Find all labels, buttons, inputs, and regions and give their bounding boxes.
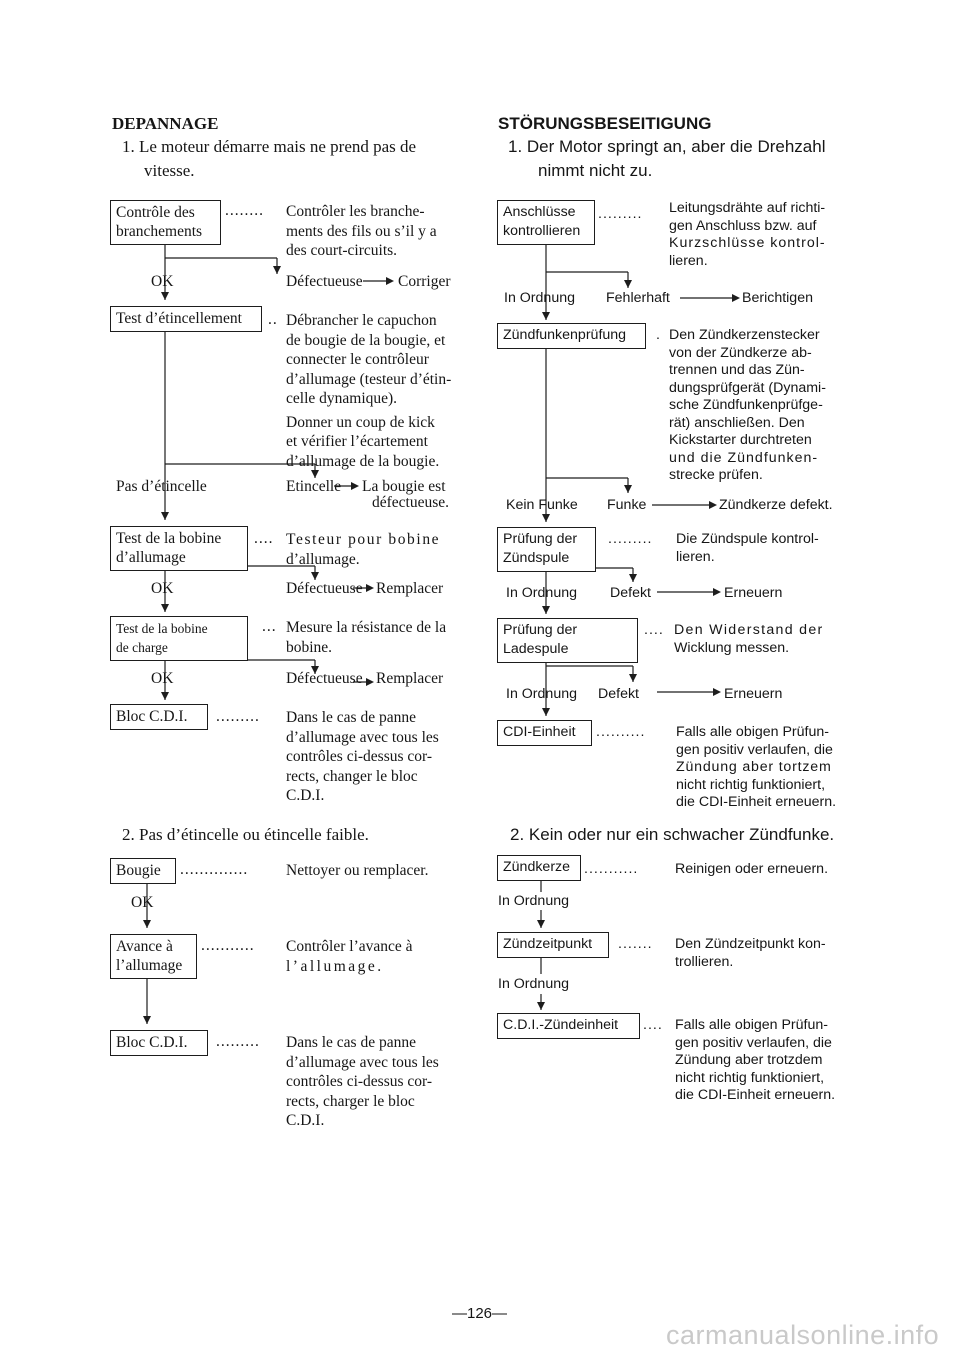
fr-step-desc: [286, 937, 462, 976]
desc-line: rects, changer le bloc: [286, 767, 418, 785]
desc-line: et vérifier l’écartement: [286, 433, 428, 450]
fr-leader-dots: ........: [225, 202, 264, 219]
desc-line: d’allumage de la bougie.: [286, 452, 440, 470]
fr-replace-label: Remplacer: [376, 670, 444, 687]
fr-leader-dots: .........: [216, 1033, 260, 1050]
desc-line: lieren.: [669, 252, 708, 269]
de-step-desc: [669, 327, 847, 485]
desc-line: Contrôler les branche-: [286, 203, 425, 220]
desc-line: Donner un coup de kick: [286, 413, 435, 431]
de-step-box-text: CDI-Einheit: [503, 724, 576, 740]
fr-section1-heading-line1: 1. Le moteur démarre mais ne prend pas de: [122, 137, 417, 156]
de-defect-label: Fehlerhaft: [606, 290, 670, 306]
fr-step-desc: [286, 708, 462, 806]
fr-plug-bad-line1: La bougie est: [362, 478, 446, 495]
fr-ok-label: OK: [151, 273, 174, 290]
de-step-box-text: Prüfung der: [503, 622, 578, 638]
de-title: STÖRUNGSBESEITIGUNG: [498, 114, 712, 133]
desc-line: nicht richtig funktioniert,: [676, 776, 826, 793]
fr-leader-dots: ..: [268, 311, 278, 328]
de-step-desc: [675, 1017, 851, 1105]
de-step-box-text: Prüfung der: [503, 531, 578, 547]
desc-line: Den Zündzeitpunkt kon-: [675, 936, 826, 952]
desc-line: Zündung aber trotzdem: [675, 1052, 823, 1068]
de-section2-heading: 2. Kein oder nur ein schwacher Zündfunke.: [510, 825, 835, 844]
fr-step-desc: [286, 861, 428, 881]
de-leader-dots: ..........: [596, 724, 646, 740]
de-ok-label: In Ordnung: [506, 585, 577, 601]
desc-line: C.D.I.: [286, 787, 325, 804]
de-step-box-text: Ladespule: [503, 641, 569, 657]
de-step-box-zuendkerze: [497, 855, 581, 881]
desc-line: Reinigen oder erneuern.: [675, 861, 829, 877]
de-step-desc: [669, 200, 847, 270]
de-step-box-zuendfunkenpruefung: [497, 323, 646, 349]
de-step-desc: [675, 936, 851, 971]
fr-step-box-branchements: [110, 200, 221, 245]
desc-line: die CDI-Einheit erneuern.: [675, 1087, 836, 1103]
fr-step-box-bougie: [110, 858, 176, 884]
desc-line: Débrancher le capuchon: [286, 312, 437, 329]
fr-step-box-text: Avance à: [116, 938, 173, 955]
desc-line: Kurzschlüsse kontrol-: [669, 235, 826, 251]
de-section1-heading-line1: 1. Der Motor springt an, aber die Drehzahl: [508, 137, 826, 156]
desc-line: Falls alle obigen Prüfun-: [675, 1017, 828, 1033]
desc-line: Contrôler l’avance à: [286, 938, 413, 955]
desc-line: gen positiv verlaufen, die: [675, 1034, 832, 1051]
de-defect-label: Defekt: [610, 585, 652, 601]
desc-line: trollieren.: [675, 953, 734, 970]
desc-line: und die Zündfunken-: [669, 449, 819, 466]
desc-line: nicht richtig funktioniert,: [675, 1069, 825, 1086]
fr-replace-label: Remplacer: [376, 580, 444, 597]
desc-line: Leitungsdrähte auf richti-: [669, 200, 826, 216]
fr-defect-label: Défectueuse: [286, 273, 363, 290]
de-step-box-zuendzeitpunkt: [497, 932, 609, 958]
desc-line: C.D.I.: [286, 1112, 325, 1129]
de-step-box-cdi-zuendeinheit: [497, 1013, 640, 1039]
fr-step-box-text: Test de la bobine: [116, 621, 208, 636]
desc-line: Zündung aber tortzem: [676, 759, 832, 775]
de-leader-dots: ....: [643, 1017, 663, 1033]
de-no-spark-label: Kein Funke: [506, 497, 578, 513]
fr-step-box-text: Test de la bobine: [116, 530, 222, 547]
fr-step-box-text: branchements: [116, 223, 203, 240]
desc-line: d’allumage (testeur d’étin-: [286, 370, 452, 388]
fr-leader-dots: ...........: [201, 937, 255, 954]
desc-line: gen Anschluss bzw. auf: [669, 217, 817, 234]
de-ok-label: In Ordnung: [504, 290, 575, 306]
desc-line: strecke prüfen.: [669, 467, 763, 483]
desc-line: von der Zündkerze ab-: [669, 344, 812, 361]
de-section1-heading-line2: nimmt nicht zu.: [538, 161, 653, 180]
fr-step-box-etincellement: [110, 306, 262, 332]
desc-line: trennen und das Zün-: [669, 362, 805, 378]
desc-line: d’allumage.: [286, 550, 360, 568]
de-step-box-anschluesse: [497, 200, 595, 245]
de-leader-dots: ...........: [584, 861, 639, 877]
fr-ok-label: OK: [131, 894, 154, 911]
desc-line: rät) anschließen. Den: [669, 414, 805, 431]
de-step-desc: [676, 531, 847, 566]
de-step-box-cdi: [497, 720, 592, 746]
fr-section2-heading: 2. Pas d’étincelle ou étincelle faible.: [122, 825, 369, 844]
desc-line: die CDI-Einheit erneuern.: [676, 794, 837, 810]
fr-step-desc: [286, 1033, 462, 1131]
de-ok-label: In Ordnung: [506, 686, 577, 702]
fr-step-box-bobine-charge: [110, 616, 248, 661]
de-plug-bad-label: Zündkerze defekt.: [719, 497, 833, 513]
fr-step-box-text: d’allumage: [116, 549, 186, 566]
fr-step-box-text: Test d’étincellement: [116, 310, 242, 327]
desc-line: contrôles ci-dessus cor-: [286, 748, 433, 765]
desc-line: contrôles ci-dessus cor-: [286, 1073, 433, 1090]
desc-line: Mesure la résistance de la: [286, 619, 447, 636]
desc-line: gen positiv verlaufen, die: [676, 741, 833, 758]
fr-step-desc: [286, 202, 462, 261]
fr-section1-heading-line2: vitesse.: [144, 161, 195, 180]
de-step-desc: [675, 861, 828, 879]
fr-step-box-avance: [110, 934, 197, 979]
fr-fix-label: Corriger: [398, 273, 451, 290]
de-leader-dots: .........: [598, 206, 643, 222]
fr-leader-dots: ..............: [180, 861, 249, 878]
desc-line: rects, charger le bloc: [286, 1092, 415, 1110]
fr-spark-label: Etincelle: [286, 478, 342, 495]
de-step-box-ladespule: [497, 618, 638, 663]
watermark-text: carmanualsonline.info: [666, 1320, 940, 1350]
desc-line: Nettoyer ou remplacer.: [286, 862, 429, 879]
desc-line: de bougie de la bougie, et: [286, 331, 446, 349]
fr-step-box-text: Bloc C.D.I.: [116, 1034, 188, 1051]
desc-line: des court-circuits.: [286, 242, 398, 259]
desc-line: Wicklung messen.: [674, 639, 790, 656]
desc-line: Den Widerstand der: [674, 622, 824, 638]
fr-step-box-text: Bougie: [116, 862, 161, 879]
de-step-box-text: Zündkerze: [503, 859, 571, 875]
de-ok-label: In Ordnung: [498, 893, 569, 909]
desc-line: Testeur pour bobine: [286, 531, 441, 548]
fr-defect-label: Défectueuse: [286, 580, 363, 597]
de-step-box-text: Zündfunkenprüfung: [503, 327, 627, 343]
de-leader-dots: ....: [644, 622, 664, 638]
de-step-box-text: C.D.I.-Zündeinheit: [503, 1017, 619, 1033]
desc-line: celle dynamique).: [286, 390, 398, 407]
desc-line: Kickstarter durchtreten: [669, 432, 812, 448]
fr-leader-dots: ...: [262, 618, 277, 635]
de-leader-dots: .......: [618, 936, 653, 952]
de-replace-label: Erneuern: [724, 686, 783, 702]
fr-title: DEPANNAGE: [112, 114, 219, 133]
desc-line: bobine.: [286, 638, 333, 656]
fr-step-box-cdi: [110, 704, 208, 730]
fr-step-box-text: Contrôle des: [116, 204, 195, 221]
desc-line: d’allumage avec tous les: [286, 728, 439, 746]
fr-no-spark-label: Pas d’étincelle: [116, 478, 207, 495]
fr-step-box-text: l’allumage: [116, 957, 183, 974]
desc-line: Die Zündspule kontrol-: [676, 531, 819, 547]
fr-step-box-bobine-allumage: [110, 526, 248, 571]
desc-line: d’allumage avec tous les: [286, 1053, 439, 1071]
page-number: —126—: [452, 1305, 508, 1322]
de-step-box-zuendspule: [497, 527, 596, 572]
de-replace-label: Erneuern: [724, 585, 783, 601]
de-step-desc: [676, 724, 852, 812]
desc-line: ments des fils ou s’il y a: [286, 222, 437, 240]
fr-step-box-text: de charge: [116, 640, 168, 655]
de-step-desc: [674, 622, 847, 657]
desc-line: l’allumage.: [286, 957, 384, 975]
fr-step-box-cdi-2: [110, 1030, 208, 1056]
fr-ok-label: OK: [151, 670, 174, 687]
desc-line: lieren.: [676, 548, 715, 565]
fr-ok-label: OK: [151, 580, 174, 597]
de-spark-label: Funke: [607, 497, 647, 513]
de-step-box-text: Anschlüsse: [503, 204, 576, 220]
de-leader-dots: .: [656, 327, 661, 343]
fr-plug-bad-line2: défectueuse.: [372, 494, 450, 511]
desc-line: Dans le cas de panne: [286, 709, 416, 726]
desc-line: connecter le contrôleur: [286, 351, 429, 368]
desc-line: sche Zündfunkenprüfge-: [669, 397, 823, 413]
fr-leader-dots: ....: [254, 530, 274, 547]
fr-step-box-text: Bloc C.D.I.: [116, 708, 188, 725]
desc-line: Den Zündkerzenstecker: [669, 327, 820, 343]
fr-defect-label: Défectueuse: [286, 670, 363, 687]
de-step-box-text: Zündzeitpunkt: [503, 936, 593, 952]
de-defect-label: Defekt: [598, 686, 640, 702]
desc-line: dungsprüfgerät (Dynami-: [669, 379, 826, 396]
fr-leader-dots: .........: [216, 708, 260, 725]
de-step-box-text: kontrollieren: [503, 223, 581, 239]
fr-step-desc: [286, 530, 462, 569]
fr-step-desc: [286, 618, 466, 657]
desc-line: Falls alle obigen Prüfun-: [676, 724, 829, 740]
de-leader-dots: .........: [608, 531, 653, 547]
de-step-box-text: Zündspule: [503, 550, 570, 566]
de-ok-label: In Ordnung: [498, 976, 569, 992]
fr-step-desc: [286, 311, 462, 471]
desc-line: Dans le cas de panne: [286, 1034, 416, 1051]
de-fix-label: Berichtigen: [742, 290, 813, 306]
